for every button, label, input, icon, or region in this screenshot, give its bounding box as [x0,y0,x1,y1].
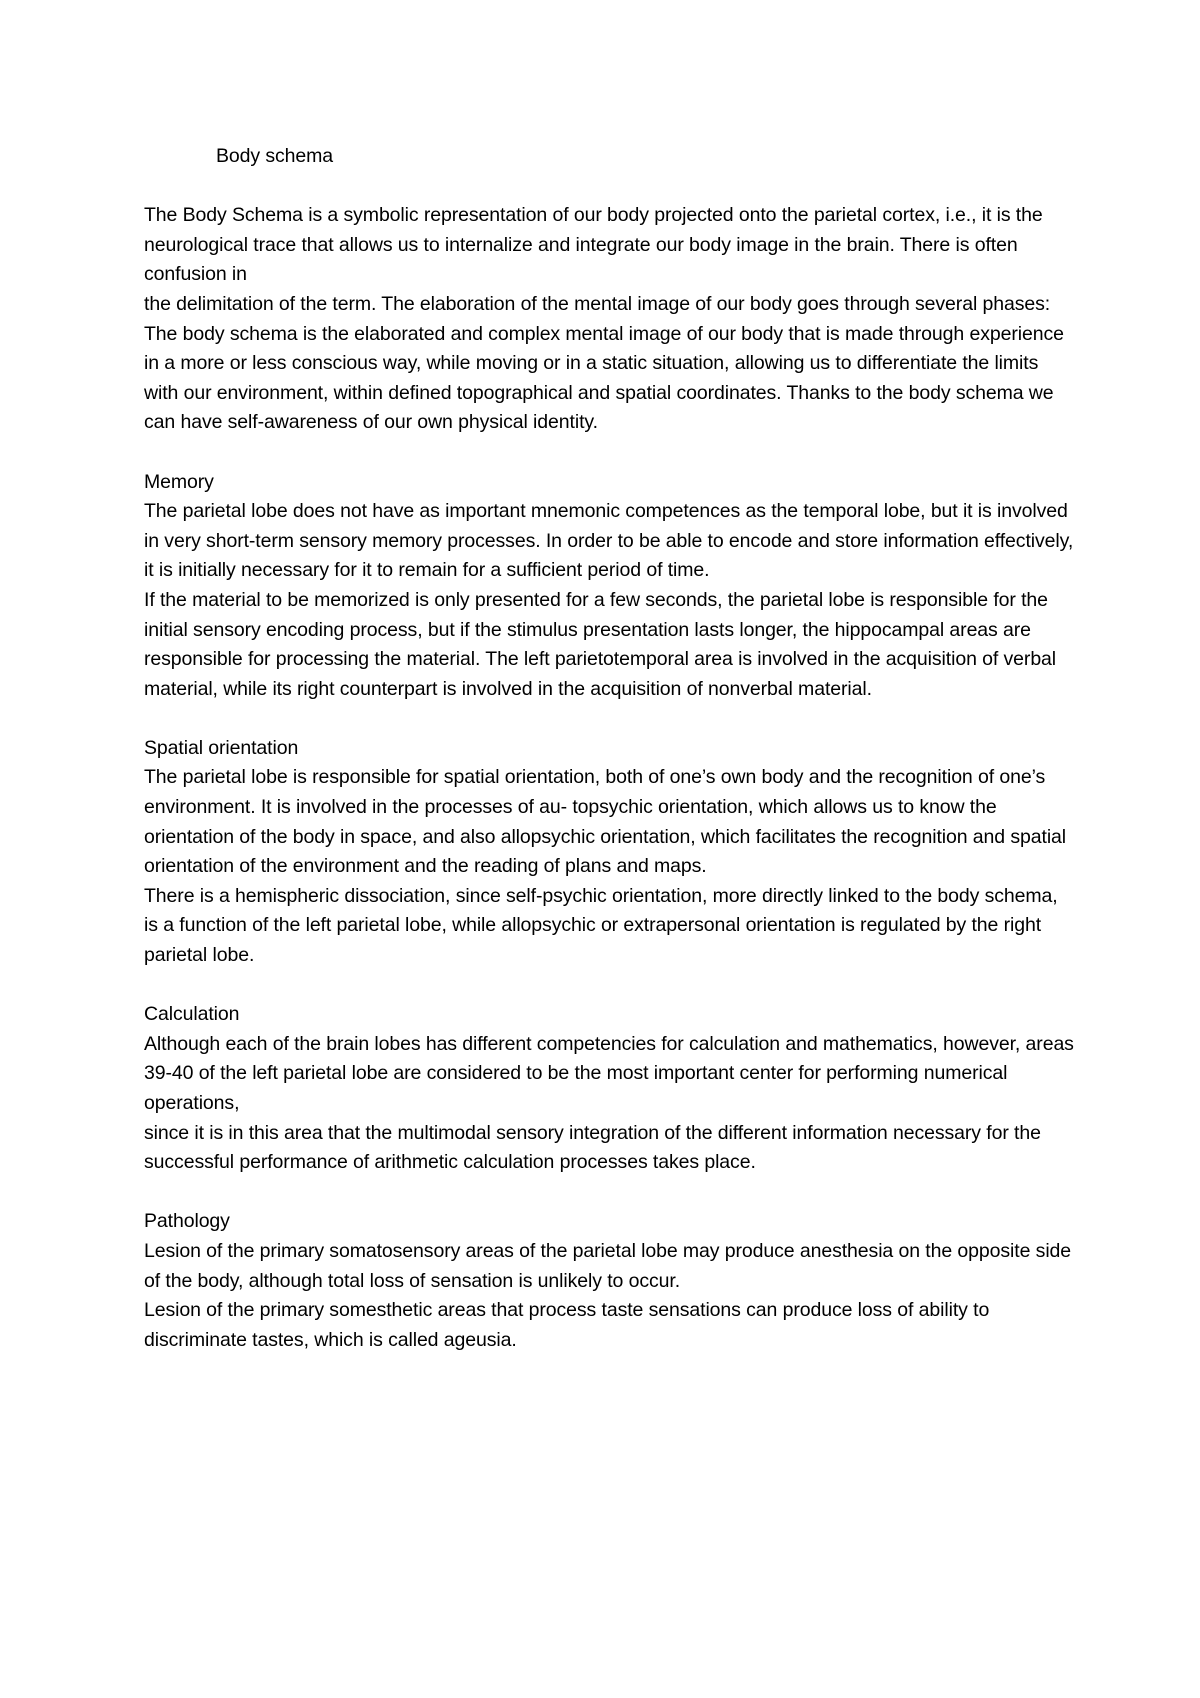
memory-paragraph: The parietal lobe does not have as important mnemonic competences as the temporal lobe, but it is involved in very short-term sensory memory processes. In order to be able to encode and store information effectively, it is initially necessary for it to remain for a sufficient period of time. [144,500,1074,582]
calculation-section [144,1000,1074,1178]
pathology-paragraph: Lesion of the primary somatosensory areas of the parietal lobe may produce anesthesia on the opposite side of the body, although total loss of sensation is unlikely to occur. [144,1239,1072,1292]
spatial-orientation-paragraph: The parietal lobe is responsible for spatial orientation, both of one’s own body and the recognition of one’s environment. It is involved in the processes of au- topsychic orientation, which allows us to know the orientation of the body in space, and also allopsychic orientation, which facilitates the recognition and spatial orientation of the environment and the reading of plans and maps. [144,766,1067,878]
document-body [144,142,1074,1355]
section-heading-calculation: Calculation [144,1003,240,1026]
intro-paragraph: The Body Schema is a symbolic representation of our body projected onto the parietal cortex, i.e., it is the neurological trace that allows us to internalize and integrate our body image in the brain. There is often confusion in [144,204,1043,286]
calculation-paragraph: Although each of the brain lobes has different competencies for calculation and mathematics, however, areas 39-40 of the left parietal lobe are considered to be the most important center for performing numerical operations, [144,1032,1074,1114]
intro-section [144,201,1074,438]
section-heading-memory: Memory [144,470,214,493]
spatial-orientation-paragraph: There is a hemispheric dissociation, since self-psychic orientation, more directly linked to the body schema, is a function of the left parietal lobe, while allopsychic or extrapersonal orientation is regulated by the right parietal lobe. [144,884,1058,967]
calculation-paragraph: since it is in this area that the multimodal sensory integration of the different information necessary for the successful performance of arithmetic calculation processes takes place. [144,1121,1041,1174]
document-title: Body schema [216,145,334,167]
spatial-orientation-section [144,734,1074,971]
pathology-paragraph: Lesion of the primary somesthetic areas that process taste sensations can produce loss of ability to discriminate tastes, which is called ageusia. [144,1299,990,1351]
pathology-section [144,1207,1074,1355]
intro-paragraph: the delimitation of the term. The elaboration of the mental image of our body goes through several phases: [144,292,1051,315]
memory-section [144,468,1074,705]
intro-paragraph: The body schema is the elaborated and complex mental image of our body that is made through experience in a more or less conscious way, while moving or in a static situation, allowing us to differentiate the limits with our environment, within defined topographical and spatial coordinates. Thanks to the body schema we can have self-awareness of our own physical identity. [144,322,1064,434]
memory-paragraph: If the material to be memorized is only presented for a few seconds, the parietal lobe is responsible for the initial sensory encoding process, but if the stimulus presentation lasts longer, the hippocampal areas are responsible for processing the material. The left parietotemporal area is involved in the acquisition of verbal material, while its right counterpart is involved in the acquisition of nonverbal material. [144,588,1057,700]
section-heading-pathology: Pathology [144,1210,230,1233]
section-heading-spatial-orientation: Spatial orientation [144,736,299,759]
